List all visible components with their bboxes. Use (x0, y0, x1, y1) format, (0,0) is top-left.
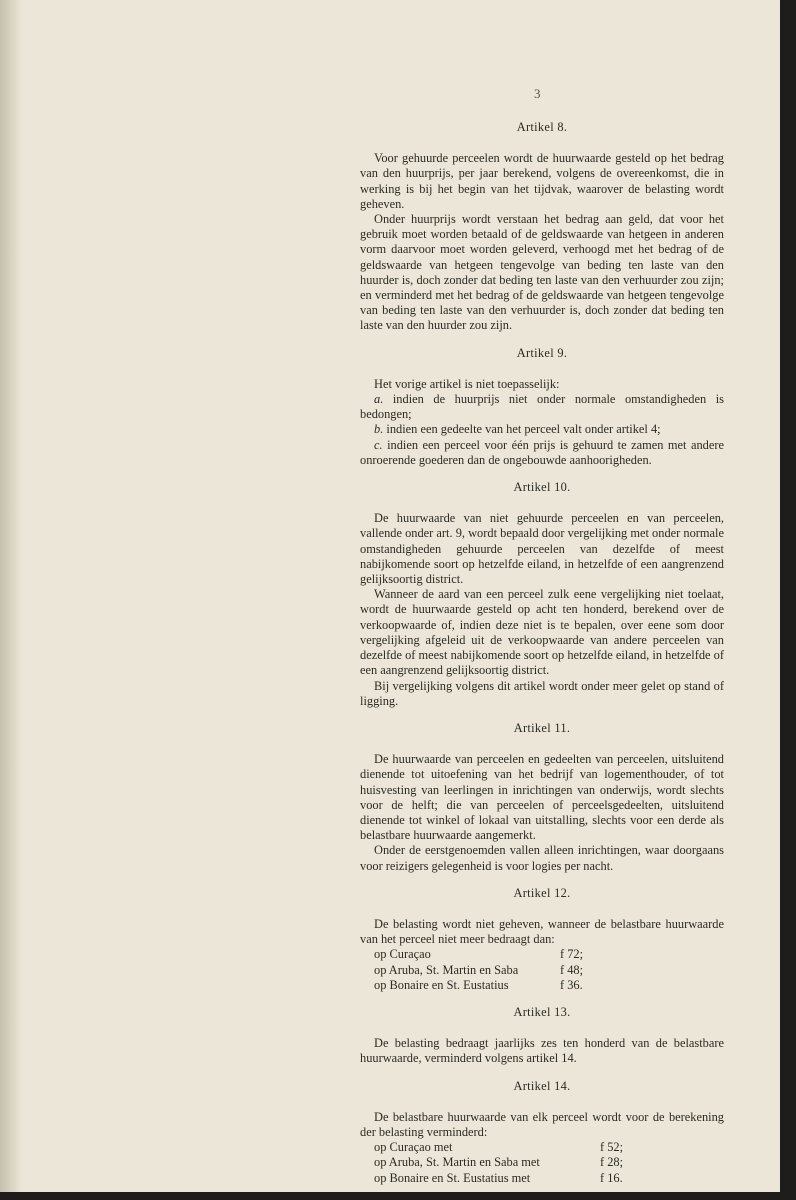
item-letter: c. (374, 437, 383, 452)
article-12-intro: De belasting wordt niet geheven, wanneer de belastbare huurwaarde van het perceel niet meer bedraagt dan: (360, 916, 724, 947)
island-label: op Aruba, St. Martin en Saba met (374, 1155, 540, 1170)
article-9-item-b (360, 422, 724, 437)
item-text: indien de huurprijs niet onder normale omstandigheden is bedongen; (360, 392, 724, 422)
article-13 (360, 1005, 724, 1067)
article-13-paragraph-1: De belasting bedraagt jaarlijks zes ten honderd van de belastbare huurwaarde, verminderd volgens artikel 14. (360, 1036, 724, 1066)
article-9-item-c (360, 438, 724, 468)
island-label: op Bonaire en St. Eustatius met (374, 1170, 531, 1185)
article-11-paragraph-1: De huurwaarde van perceelen en gedeelten van perceelen, uitsluitend dienende tot uitoefening van het bedrijf van logementhouder, of tot huisvesting van leerlingen in inrichtingen van onderwijs, wordt slechts voor de helft; die van perceelen of perceelsgedeelten, uitsluitend dienende tot winkel of lokaal van uitstalling, slechts voor een derde als belastbare huurwaarde aangemerkt. (360, 752, 724, 843)
island-label: op Aruba, St. Martin en Saba (374, 962, 519, 977)
article-9-intro: Het vorige artikel is niet toepasselijk: (374, 376, 560, 391)
article-12-threshold-table (360, 947, 724, 993)
amount-value: f 48; (560, 962, 584, 977)
item-text: indien een perceel voor één prijs is gehuurd te zamen met andere onroerende goederen dan de ongebouwde aanhoorigheden. (360, 437, 724, 467)
article-14-intro: De belastbare huurwaarde van elk perceel wordt voor de berekening der belasting verminderd: (360, 1109, 724, 1139)
article-10-paragraph-2: Wanneer de aard van een perceel zulk eene vergelijking niet toelaat, wordt de huurwaarde gesteld op acht ten honderd, berekend over de verkoopwaarde of, indien deze niet is te bepalen, over eene som door vergelijking afgeleid uit de verkoopwaarde van andere perceelen van dezelfde of meest nabijkomende soort op hetzelfde eiland, in hetzelfde of een aangrenzend gelijksoortig district. (360, 587, 724, 678)
amount-value: f 16. (600, 1170, 623, 1185)
article-12-heading: Artikel 12. (513, 885, 571, 900)
scan-border-right (780, 0, 796, 1200)
text-column (360, 120, 724, 1186)
article-13-heading: Artikel 13. (513, 1004, 571, 1019)
amount-value: f 52; (600, 1140, 624, 1155)
amount-value: f 72; (560, 947, 584, 962)
amount-value: f 36. (560, 977, 583, 992)
article-14-reduction-table (360, 1140, 724, 1186)
table-row (360, 947, 724, 962)
table-row (360, 963, 724, 978)
table-row (360, 1171, 724, 1186)
island-label: op Curaçao (374, 947, 431, 962)
article-8 (360, 120, 724, 334)
article-11-paragraph-2: Onder de eerstgenoemden vallen alleen inrichtingen, waar doorgaans voor reizigers gelegenheid is voor logies per nacht. (360, 843, 724, 873)
article-10-heading: Artikel 10. (513, 480, 571, 495)
article-11 (360, 721, 724, 874)
island-label: op Bonaire en St. Eustatius (374, 977, 509, 992)
item-letter: b. (374, 422, 384, 437)
item-letter: a. (374, 392, 384, 407)
article-10-paragraph-3: Bij vergelijking volgens dit artikel wordt onder meer gelet op stand of ligging. (360, 678, 724, 708)
gutter-shadow (0, 0, 22, 1192)
article-9-item-a (360, 392, 724, 422)
table-row (360, 978, 724, 993)
table-row (360, 1155, 724, 1170)
article-8-paragraph-1: Voor gehuurde perceelen wordt de huurwaarde gesteld op het bedrag van den huurprijs, per jaar berekend, volgens de overeenkomst, die in werking is bij het begin van het tijdvak, waarover de belasting wordt geheven. (360, 151, 724, 211)
article-12 (360, 886, 724, 993)
article-9-heading: Artikel 9. (516, 345, 568, 360)
amount-value: f 28; (600, 1155, 624, 1170)
article-14-heading: Artikel 14. (513, 1078, 571, 1093)
article-9 (360, 346, 724, 468)
table-row (360, 1140, 724, 1155)
island-label: op Curaçao met (374, 1140, 453, 1155)
article-10 (360, 480, 724, 709)
article-8-heading: Artikel 8. (516, 120, 568, 134)
article-10-paragraph-1: De huurwaarde van niet gehuurde perceelen en van perceelen, vallende onder art. 9, wordt bepaald door vergelijking met onder normale omstandigheden gehuurde perceelen van dezelfde of meest nabijkomende soort op hetzelfde eiland, in hetzelfde of een aangrenzend gelijksoortig district. (360, 511, 724, 587)
article-14 (360, 1079, 724, 1186)
page-number: 3 (534, 86, 541, 101)
article-11-heading: Artikel 11. (513, 720, 571, 735)
article-8-paragraph-2: Onder huurprijs wordt verstaan het bedrag aan geld, dat voor het gebruik moet worden betaald of de geldswaarde van hetgeen in anderen vorm daarvoor moet worden geleverd, verhoogd met het bedrag of de geldswaarde van hetgeen tengevolge van beding ten laste van den huurder is, doch zonder dat beding ten laste van den verhuurder zou zijn; en verminderd met het bedrag of de geldswaarde van hetgeen tengevolge van beding ten laste van den verhuurder is, doch zonder dat beding ten laste van den huurder zou zijn. (360, 212, 724, 333)
scan-border-bottom (0, 1192, 796, 1200)
item-text: indien een gedeelte van het perceel valt onder artikel 4; (386, 422, 661, 437)
